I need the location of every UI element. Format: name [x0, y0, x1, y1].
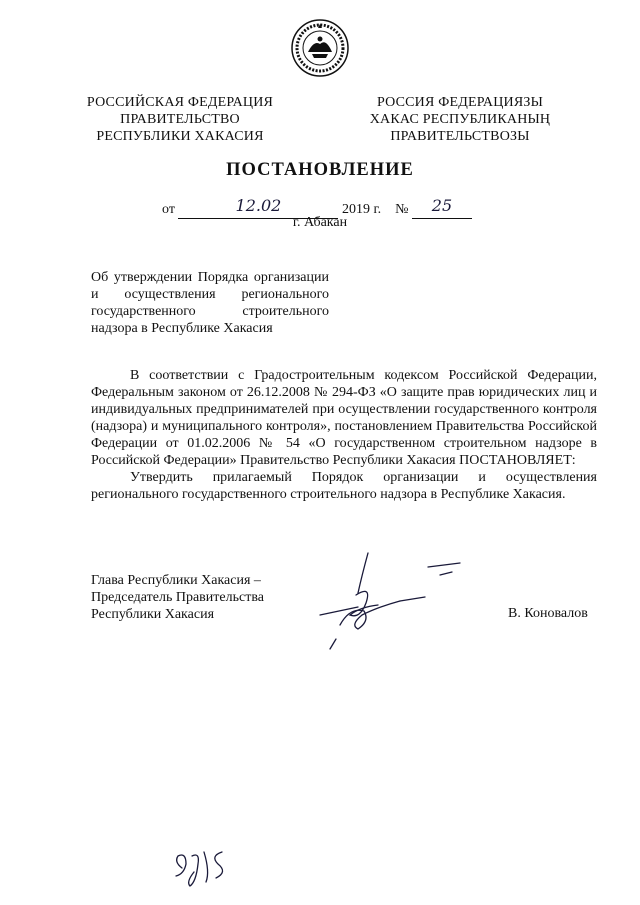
header-left-line: РОССИЙСКАЯ ФЕДЕРАЦИЯ — [86, 95, 274, 110]
body-paragraph: Утвердить прилагаемый Порядок организации и осуществления регионального государственного строительного надзора в Республике Хакасия. — [91, 470, 597, 502]
document-title: ПОСТАНОВЛЕНИЕ — [226, 160, 414, 180]
city-name: г. Абакан — [292, 215, 348, 230]
date-prefix: от — [162, 202, 175, 217]
number-sign: № — [395, 202, 409, 217]
header-right-line: ПРАВИТЕЛЬСТВОЗЫ — [390, 129, 530, 144]
handwritten-date: 12.02 — [235, 196, 282, 215]
handwritten-initials — [170, 842, 240, 892]
header-left-block — [80, 94, 280, 145]
handwritten-signature — [300, 545, 490, 655]
city-line — [0, 215, 640, 231]
handwritten-number: 25 — [431, 196, 453, 215]
signatory-position-line: Председатель Правительства — [91, 590, 264, 605]
body-paragraph: В соответствии с Градостроительным кодексом Российской Федерации, Федеральным законом от 26.12.2008 № 294-ФЗ «О защите прав юридических лиц и индивидуальных предпринимателей при осуществлении государственного контроля (надзора) и муниципального контроля», постановлением Правительства Российской Федерации от 01.02.2006 № 54 «О государственном строительном надзоре в Российской Федерации» Правительство Республики Хакасия ПОСТАНОВЛЯЕТ: — [91, 368, 597, 468]
date-year: 2019 г. — [341, 202, 382, 217]
header-right-block — [355, 94, 565, 145]
header-right-line: ХАКАС РЕСПУБЛИКАНЫҢ — [369, 112, 551, 127]
signatory-position-line: Глава Республики Хакасия – — [91, 573, 261, 588]
document-subject: Об утверждении Порядка организации и осуществления регионального государственного строительного надзора в Республике Хакасия — [91, 270, 329, 336]
header-left-line: РЕСПУБЛИКИ ХАКАСИЯ — [96, 129, 264, 144]
header-right-line: РОССИЯ ФЕДЕРАЦИЯЗЫ — [376, 95, 544, 110]
header-left-line: ПРАВИТЕЛЬСТВО — [120, 112, 240, 127]
coat-of-arms-emblem-icon — [290, 18, 350, 78]
signatory-name: В. Коновалов — [508, 606, 588, 621]
signatory-position — [91, 572, 264, 623]
signatory-position-line: Республики Хакасия — [91, 607, 215, 622]
document-body — [91, 367, 597, 503]
